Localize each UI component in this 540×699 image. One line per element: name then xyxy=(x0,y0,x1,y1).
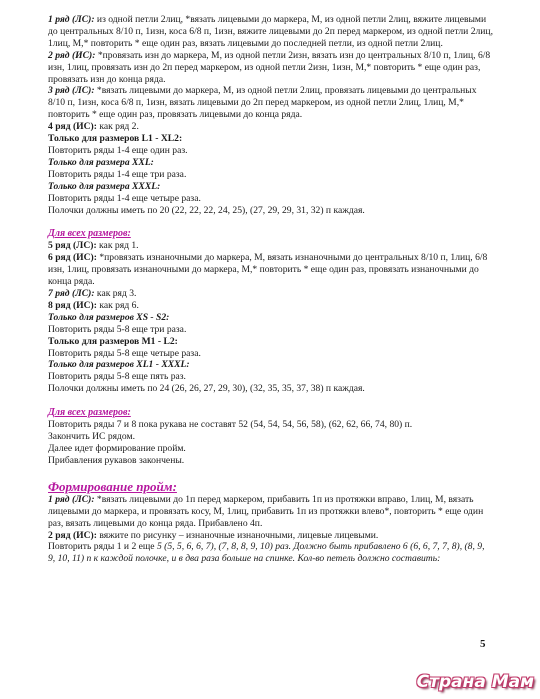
size-heading-m1-l2: Только для размеров M1 - L2: xyxy=(48,335,178,347)
size-heading-xs-s2: Только для размеров XS - S2: xyxy=(48,311,170,323)
row-1-paragraph xyxy=(48,14,494,50)
section-heading-all-sizes-1: Для всех размеров: xyxy=(48,228,131,240)
section-heading-all-sizes-2: Для всех размеров: xyxy=(48,407,131,419)
row-3-label: 3 ряд (ЛС): xyxy=(48,85,95,97)
size-heading-xxxl: Только для размера XXXL: xyxy=(48,180,161,192)
repeat-rows-text: Повторить ряды 7 и 8 пока рукава не составят 52 (54, 54, 54, 56, 58), (62, 62, 66, 74, 80) п. xyxy=(48,419,413,431)
increases-done-text: Прибавления рукавов закончены. xyxy=(48,454,185,466)
row-2-label: 2 ряд (ИС): xyxy=(48,49,96,61)
section-heading-armholes: Формирование пройм: xyxy=(48,478,177,494)
row-4-label: 4 ряд (ИС): xyxy=(48,121,97,133)
row-4-text: как ряд 2. xyxy=(96,121,139,133)
armhole-row-2-paragraph: 2 ряд (ИС): вяжите по рисунку – изнаночные изнаночными, лицевые лицевыми. xyxy=(48,529,379,541)
row-8-paragraph: 8 ряд (ИС): как ряд 6. xyxy=(48,299,139,311)
size-text-xxl: Повторить ряды 1-4 еще три раза. xyxy=(48,168,187,180)
row-5-paragraph: 5 ряд (ЛС): как ряд 1. xyxy=(48,240,139,252)
size-text-m1-l2: Повторить ряды 5-8 еще четыре раза. xyxy=(48,347,201,359)
site-watermark-logo xyxy=(417,669,534,695)
stitch-summary-1: Полочки должны иметь по 20 (22, 22, 22, 24, 25), (27, 29, 29, 31, 32) п каждая. xyxy=(48,204,365,216)
row-3-paragraph xyxy=(48,85,494,121)
size-heading-xl1-xxxl: Только для размеров XL1 - XXXL: xyxy=(48,359,190,371)
size-text-xxxl: Повторить ряды 1-4 еще четыре раза. xyxy=(48,192,201,204)
watermark-text: Страна Мам xyxy=(416,672,534,692)
row-1-label: 1 ряд (ЛС): xyxy=(48,14,95,25)
size-text-l1-xl2: Повторить ряды 1-4 еще один раз. xyxy=(48,144,188,156)
row-6-paragraph: 6 ряд (ИС): *провязать изнаночными до маркера, М, вязать изнаночными до центральных 8/10 п, 1лиц, 6/8 изн, 1лиц, провязать изнаночными до маркера, М,* повторить * еще один раз, провязать изнаночными до конца ряда. xyxy=(48,252,488,288)
finish-row-text: Закончить ИС рядом. xyxy=(48,431,135,443)
row-2-text: *провязать изн до маркера, М, из одной петли 2изн, вязать изн до центральных 8/10 п, 1лиц, 6/8 изн, 1лиц, провязать изн до 2п перед маркером, из одной петли 2изн, 1изн, М,* повторить * еще один раз, провязать изн до конца ряда. xyxy=(48,49,491,85)
row-1-text: из одной петли 2лиц, *вязать лицевыми до маркера, М, из одной петли 2лиц, вяжите лицевыми до центральных 8/10 п, 1изн, коса 6/8 п, 1изн, вяжите лицевыми до 2п перед маркером, из одной петли 2лиц, 1лиц, М,* повторить * еще один раз, вязать лицевыми до последней петли, из одной петли 2лиц. xyxy=(48,14,493,49)
row-7-paragraph: 7 ряд (ЛС): как ряд 3. xyxy=(48,288,137,300)
size-text-xs-s2: Повторить ряды 5-8 еще три раза. xyxy=(48,323,187,335)
size-text-xl1-xxxl: Повторить ряды 5-8 еще пять раз. xyxy=(48,371,186,383)
stitch-summary-2: Полочки должны иметь по 24 (26, 26, 27, 29, 30), (32, 35, 35, 37, 38) п каждая. xyxy=(48,383,365,395)
row-4-paragraph xyxy=(48,121,494,133)
armhole-repeat-paragraph: Повторить ряды 1 и 2 еще 5 (5, 5, 6, 6, 7), (7, 8, 8, 9, 10) раз. Должно быть прибавлено 6 (6, 6, 7, 7, 8), (8, 9, 9, 10, 11) п к каждой полочке, и в два раза больше на спинке. Кол-во петель должно составить: xyxy=(48,541,485,565)
row-2-paragraph xyxy=(48,50,494,86)
row-3-text: *вязать лицевыми до маркера, М, из одной петли 2лиц, провязать лицевыми до центральных 8/10 п, 1изн, коса 6/8 п, 1изн, вязать лицевыми до 2п перед маркером, из одной петли 2лиц, 1лиц, М,* повторить * еще один раз, провязать лицевыми до конца ряда. xyxy=(48,85,477,121)
armhole-row-1-paragraph: 1 ряд (ЛС): *вязать лицевыми до 1п перед маркером, прибавить 1п из протяжки вправо, 1лиц, М, вязать лицевыми до маркера, и провязать косу, М, 1лиц, прибавить 1п из протяжки влево*, повторить * еще один раз, вязать лицевыми до конца ряда. Прибавлено 4п. xyxy=(48,493,484,529)
size-heading-l1-xl2: Только для размеров L1 - XL2: xyxy=(48,133,183,145)
size-heading-xxl: Только для размера XXL: xyxy=(48,156,154,168)
document-page xyxy=(48,14,494,565)
next-step-text: Далее идет формирование пройм. xyxy=(48,443,186,454)
page-number: 5 xyxy=(480,638,486,650)
